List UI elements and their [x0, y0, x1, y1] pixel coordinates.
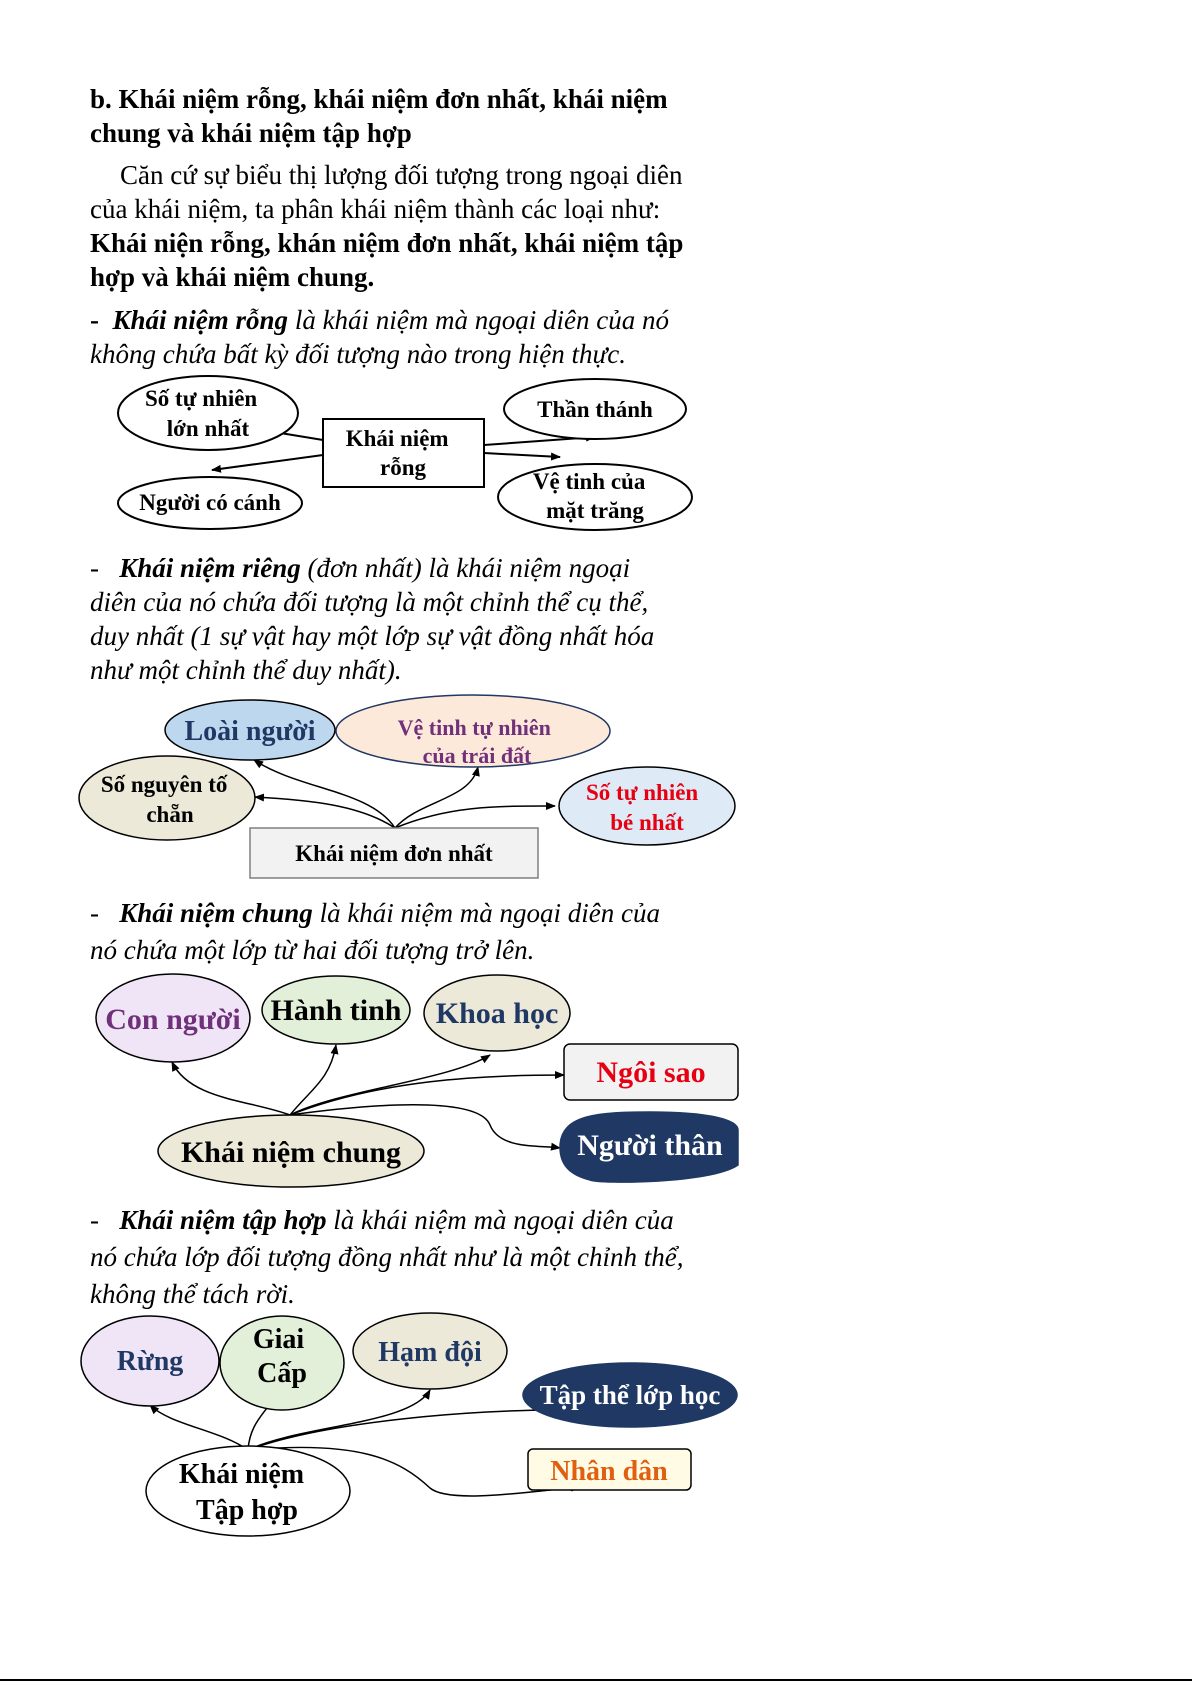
node-natural-number-largest-label-2: lớn nhất — [166, 416, 250, 441]
empty-concept-center-label: Khái niệm rỗng — [345, 426, 449, 480]
node-even-prime — [79, 756, 255, 840]
node-even-prime-label-1: Số nguyên tố — [100, 772, 228, 797]
node-planet-label: Hành tinh — [270, 994, 402, 1027]
node-class-collective-label: Tập thể lớp học — [539, 1380, 721, 1410]
node-winged-person-label: Người có cánh — [139, 490, 281, 515]
node-human-label: Con người — [105, 1003, 241, 1036]
singular-concept-definition: - Khái niệm riêng (đơn nhất) là khái niệm ngoại diên của nó chứa đối tượng là một chỉnh thể cụ thể, duy nhất (1 sự vật hay một lớp sự vật đồng nhất hóa như một chỉnh thể duy nhất). — [90, 553, 655, 685]
node-earth-natural-satellite-label-2: của trái đất — [422, 743, 532, 768]
collective-concept-definition: - Khái niệm tập hợp là khái niệm mà ngoại diên của nó chứa lớp đối tượng đồng nhất như là một chỉnh thể, không thể tách rời. — [90, 1205, 684, 1309]
node-people-label: Nhân dân — [550, 1456, 668, 1487]
empty-concept-diagram — [118, 376, 692, 530]
general-concept-diagram — [96, 974, 738, 1187]
collective-concept-diagram — [81, 1313, 737, 1536]
node-fleet-label: Hạm đội — [378, 1337, 482, 1368]
node-forest-label: Rừng — [116, 1346, 184, 1377]
node-relative-label: Người thân — [577, 1129, 723, 1162]
node-even-prime-label-2: chẵn — [146, 802, 194, 827]
node-moon-satellite-label-1: Vệ tinh của — [532, 469, 646, 494]
collective-center-label-1: Khái niệm — [178, 1459, 305, 1490]
node-mankind-label: Loài người — [184, 716, 316, 747]
node-smallest-natural-label-2: bé nhất — [610, 810, 684, 835]
node-class-label-2: Cấp — [257, 1358, 307, 1389]
singular-concept-term: Khái niệm riêng — [119, 553, 301, 583]
empty-concept-definition: - Khái niệm rỗng là khái niệm mà ngoại diên của nó không chứa bất kỳ đối tượng nào trong hiện thực. — [90, 305, 670, 369]
node-moon-satellite-label-2: mặt trăng — [546, 498, 644, 523]
node-class-label-1: Giai — [252, 1324, 305, 1355]
node-science-label: Khoa học — [435, 997, 559, 1030]
collective-concept-term: Khái niệm tập hợp — [119, 1205, 327, 1235]
node-natural-number-largest-label-1: Số tự nhiên — [145, 386, 258, 411]
page-bottom-rule — [0, 1679, 1192, 1681]
node-deity-label: Thần thánh — [537, 397, 653, 422]
singular-center-label: Khái niệm đơn nhất — [295, 841, 493, 866]
general-concept-term: Khái niệm chung — [119, 898, 313, 928]
intro-paragraph: Căn cứ sự biểu thị lượng đối tượng trong ngoại diên của khái niệm, ta phân khái niệm thành các loại như: Khái niện rỗng, khán niệm đơn nhất, khái niệm tập hợp và khái niệm chung. — [90, 160, 684, 292]
general-center-label: Khái niệm chung — [180, 1136, 402, 1169]
collective-center-label-2: Tập hợp — [196, 1495, 298, 1526]
node-earth-natural-satellite-label-1: Vệ tinh tự nhiên — [397, 715, 551, 740]
node-star-label: Ngôi sao — [596, 1056, 706, 1089]
empty-concept-term: Khái niệm rỗng — [112, 305, 289, 335]
node-smallest-natural-label-1: Số tự nhiên — [586, 780, 699, 805]
general-concept-definition: - Khái niệm chung là khái niệm mà ngoại diên của nó chứa một lớp từ hai đối tượng trở lên. — [90, 898, 661, 965]
section-heading: b. Khái niệm rỗng, khái niệm đơn nhất, khái niệm chung và khái niệm tập hợp — [90, 84, 668, 148]
singular-concept-diagram — [79, 695, 735, 878]
